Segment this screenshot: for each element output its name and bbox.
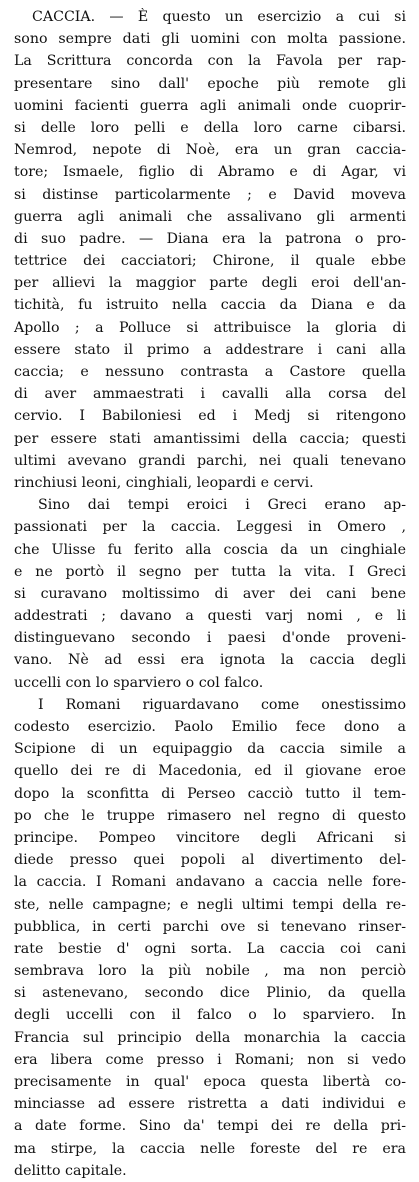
text-line: si distinse particolarmente ; e David moveva [14, 186, 406, 203]
text-line: Francia sul principio della monarchia la caccia [14, 1029, 406, 1046]
text-line: rinchiusi leoni, cinghiali, leopardi e cervi. [14, 474, 314, 491]
text-line: uomini facienti guerra agli animali onde cuoprir- [14, 97, 406, 114]
text-line: Apollo ; a Polluce si attribuisce la gloria di [14, 319, 406, 336]
text-line: codesto esercizio. Paolo Emilio fece dono a [14, 719, 406, 735]
text-line: e ne portò il segno per tutta la vita. I Greci [14, 563, 406, 580]
text-line: principe. Pompeo vincitore degli Africani si [14, 829, 406, 846]
text-line: la caccia. I Romani andavano a caccia nelle fore- [14, 874, 406, 891]
text-line: vano. Nè ad essi era ignota la caccia degli [14, 652, 406, 669]
text-line: dopo la sconfitta di Perseo cacciò tutto il tem- [14, 785, 406, 802]
paragraph-2 [14, 494, 406, 694]
text-line: minciasse ad essere ristretta a dati individui e [14, 1096, 406, 1113]
text-line: si astenevano, secondo dice Plinio, da quella [14, 985, 406, 1002]
paragraph-3 [14, 694, 406, 1182]
text-line: ma stirpe, la caccia nelle foreste del re era [14, 1140, 406, 1157]
text-line: per allievi la maggior parte degli eroi dell'an- [14, 275, 406, 292]
text-line: passionati per la caccia. Leggesi in Omero , [14, 519, 406, 536]
text-line: cervio. I Babiloniesi ed i Medj si ritengono [14, 408, 406, 425]
text-line: presentare sino dall' epoche più remote gli [14, 75, 406, 92]
text-line: pubblica, in certi parchi ove si tenevano rinser- [14, 918, 406, 935]
text-line: di suo padre. — Diana era la patrona o pro- [14, 230, 406, 247]
text-line: diede presso quei popoli al divertimento del- [14, 852, 406, 869]
text-line: essere stato il primo a addestrare i cani alla [14, 341, 406, 358]
text-line: sono sempre dati gli uomini con molta passione. [14, 31, 406, 48]
text-line: Scipione di un equipaggio da caccia simile a [14, 741, 406, 758]
text-line: uccelli con lo sparviero o col falco. [14, 674, 264, 691]
text-line: rate bestie d' ogni sorta. La caccia coi cani [14, 940, 406, 957]
text-line: di aver ammaestrati i cavalli alla corsa del [14, 386, 406, 403]
text-line: tettrice dei cacciatori; Chirone, il quale ebbe [14, 253, 406, 270]
text-line: era libera come presso i Romani; non si vedo [14, 1051, 406, 1068]
text-line: per essere stati amantissimi della caccia; questi [14, 430, 406, 447]
text-line: quello dei re di Macedonia, ed il giovane eroe [14, 763, 406, 780]
text-line: tore; Ismaele, figlio di Abramo e di Agar, vi [14, 164, 406, 181]
text-line: I Romani riguardavano come onestissimo [38, 696, 406, 713]
text-line: si curavano moltissimo di aver dei cani bene [14, 585, 406, 602]
text-line: La Scrittura concorda con la Favola per rap- [14, 53, 406, 70]
text-line: addestrati ; davano a questi varj nomi , e li [14, 608, 406, 625]
text-line: precisamente in qual' epoca questa libertà co- [14, 1074, 406, 1090]
text-line: delitto capitale. [14, 1162, 127, 1179]
text-line: guerra agli animali che assalivano gli armenti [14, 208, 406, 225]
paragraph-1 [14, 6, 406, 494]
text-line: distinguevano secondo i paesi d'onde proveni- [14, 630, 406, 647]
text-line: Nemrod, nepote di Noè, era un gran caccia- [14, 142, 406, 159]
text-line: Sino dai tempi eroici i Greci erano ap- [38, 497, 406, 514]
article-page [14, 6, 406, 1182]
text-line: po che le truppe rimasero nel regno di questo [14, 807, 406, 824]
text-line: sembrava loro la più nobile , ma non perciò [14, 963, 406, 980]
text-line: ste, nelle campagne; e negli ultimi tempi della re- [14, 896, 406, 913]
text-line: degli uccelli con il falco o lo sparviero. In [14, 1007, 406, 1024]
text-line: CACCIA. — È questo un esercizio a cui si [32, 9, 406, 25]
text-line: tichità, fu istruito nella caccia da Diana e da [14, 297, 406, 314]
text-line: che Ulisse fu ferito alla coscia da un cinghiale [14, 541, 406, 558]
text-line: si delle loro pelli e della loro carne cibarsi. [14, 119, 406, 136]
text-line: caccia; e nessuno contrasta a Castore quella [14, 364, 406, 380]
text-line: a date forme. Sino da' tempi dei re della pri- [14, 1118, 406, 1135]
text-line: ultimi avevano grandi parchi, nei quali tenevano [14, 452, 406, 469]
